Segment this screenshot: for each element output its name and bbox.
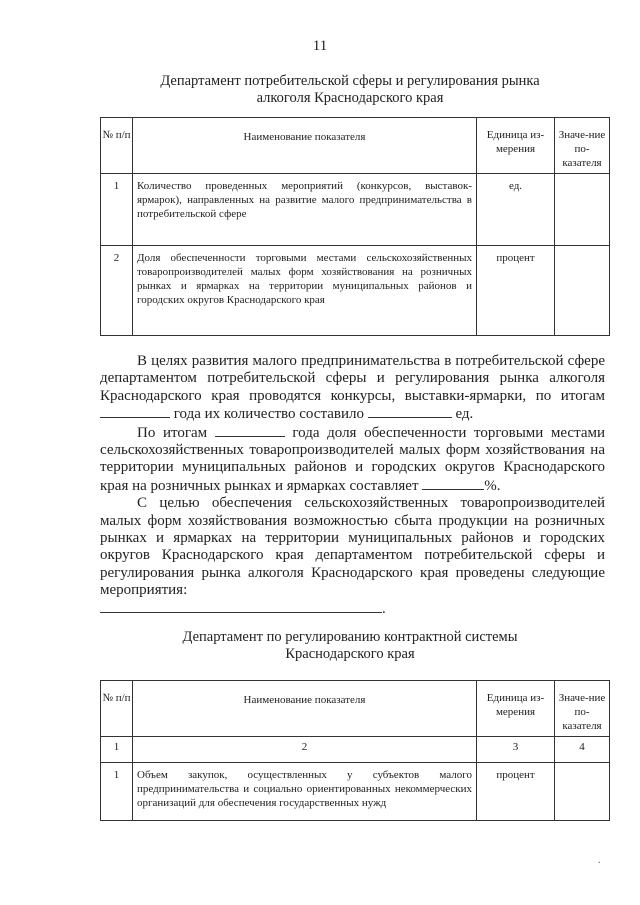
row-no: 1 xyxy=(101,763,133,821)
numbering-value: 4 xyxy=(555,737,610,763)
paragraph-share-unit: %. xyxy=(484,477,501,494)
section1-heading-line2: алкоголя Краснодарского края xyxy=(256,90,444,106)
paragraph-measures-end: . xyxy=(382,600,386,617)
row-name: Объем закупок, осуществленных у субъектов малого предпринимательства и социально ориентированных некоммерческих организаций для обеспечения государственных нужд xyxy=(133,763,477,821)
section2-heading-line2: Краснодарского края xyxy=(285,646,415,662)
row-name: Количество проведенных мероприятий (конкурсов, выставок-ярмарок), направленных на развитие малого предпринимательства в потребительской сфере xyxy=(133,174,477,246)
blank-count-field[interactable] xyxy=(368,405,452,418)
section1-table xyxy=(100,117,610,336)
row-unit: процент xyxy=(477,763,555,821)
paragraph-contests-text: В целях развития малого предпринимательства в потребительской сфере департаментом потребительской сферы и регулирования рынка алкоголя Краснодарского края проводятся конкурсы, выставки-ярмарки, по итогам xyxy=(100,353,605,404)
numbering-name: 2 xyxy=(133,737,477,763)
blank-percent-field[interactable] xyxy=(422,477,484,490)
paragraph-contests xyxy=(100,353,605,424)
blank-year-field[interactable] xyxy=(100,405,170,418)
paragraph-share xyxy=(100,424,605,496)
table-header-row xyxy=(101,681,610,737)
header-name: Наименование показателя xyxy=(133,118,477,174)
section2-heading-line1: Департамент по регулированию контрактной системы xyxy=(182,629,518,645)
header-value: Значе-ние по-казателя xyxy=(555,681,610,737)
section2-table xyxy=(100,680,610,821)
header-no: № п/п xyxy=(101,118,133,174)
section1-body-text xyxy=(100,353,605,618)
numbering-unit: 3 xyxy=(477,737,555,763)
row-unit: ед. xyxy=(477,174,555,246)
table-row xyxy=(101,763,610,821)
table-header-row xyxy=(101,118,610,174)
page-number: 11 xyxy=(312,38,328,54)
row-no: 1 xyxy=(101,174,133,246)
row-value xyxy=(555,174,610,246)
paragraph-measures xyxy=(100,495,605,599)
section2-heading xyxy=(110,629,590,663)
row-value xyxy=(555,246,610,336)
row-unit: процент xyxy=(477,246,555,336)
header-unit: Единица из-мерения xyxy=(477,681,555,737)
table-row xyxy=(101,246,610,336)
numbering-no: 1 xyxy=(101,737,133,763)
blank-year-field[interactable] xyxy=(215,424,285,437)
header-no: № п/п xyxy=(101,681,133,737)
table-numbering-row xyxy=(101,737,610,763)
header-value: Значе-ние по-казателя xyxy=(555,118,610,174)
table-row xyxy=(101,174,610,246)
row-value xyxy=(555,763,610,821)
paragraph-contests-unit: ед. xyxy=(455,406,474,423)
row-no: 2 xyxy=(101,246,133,336)
row-name: Доля обеспеченности торговыми местами сельскохозяйственных товаропроизводителей малых форм хозяйствования на розничных рынках и ярмарках на территории муниципальных районов и городских округов Краснодарского края xyxy=(133,246,477,336)
header-unit: Единица из-мерения xyxy=(477,118,555,174)
paragraph-share-text: По итогам xyxy=(137,424,208,441)
section1-heading xyxy=(110,73,590,107)
paragraph-share-text-2: года доля обеспеченности торговыми местами сельскохозяйственных товаропроизводителей малых форм хозяйствования на территории муниципальных районов и городских округов Краснодарского края на розничных рынках и ярмарках составляет xyxy=(100,424,606,494)
paragraph-measures-text: С целью обеспечения сельскохозяйственных товаропроизводителей малых форм хозяйствования возможностью сбыта продукции на розничных рынках и ярмарках на территории муниципальных районов и городских округов Краснодарского края департаментом потребительской сферы и регулирования рынка алкоголя Краснодарского края проведены следующие мероприятия: xyxy=(100,495,605,599)
paragraph-measures-blank-line xyxy=(100,600,605,618)
section1-heading-line1: Департамент потребительской сферы и регулирования рынка xyxy=(160,73,540,89)
header-name: Наименование показателя xyxy=(133,681,477,737)
paragraph-contests-text-2: года их количество составило xyxy=(173,406,364,423)
corner-mark: . xyxy=(598,855,601,866)
blank-measures-field[interactable] xyxy=(100,600,382,613)
